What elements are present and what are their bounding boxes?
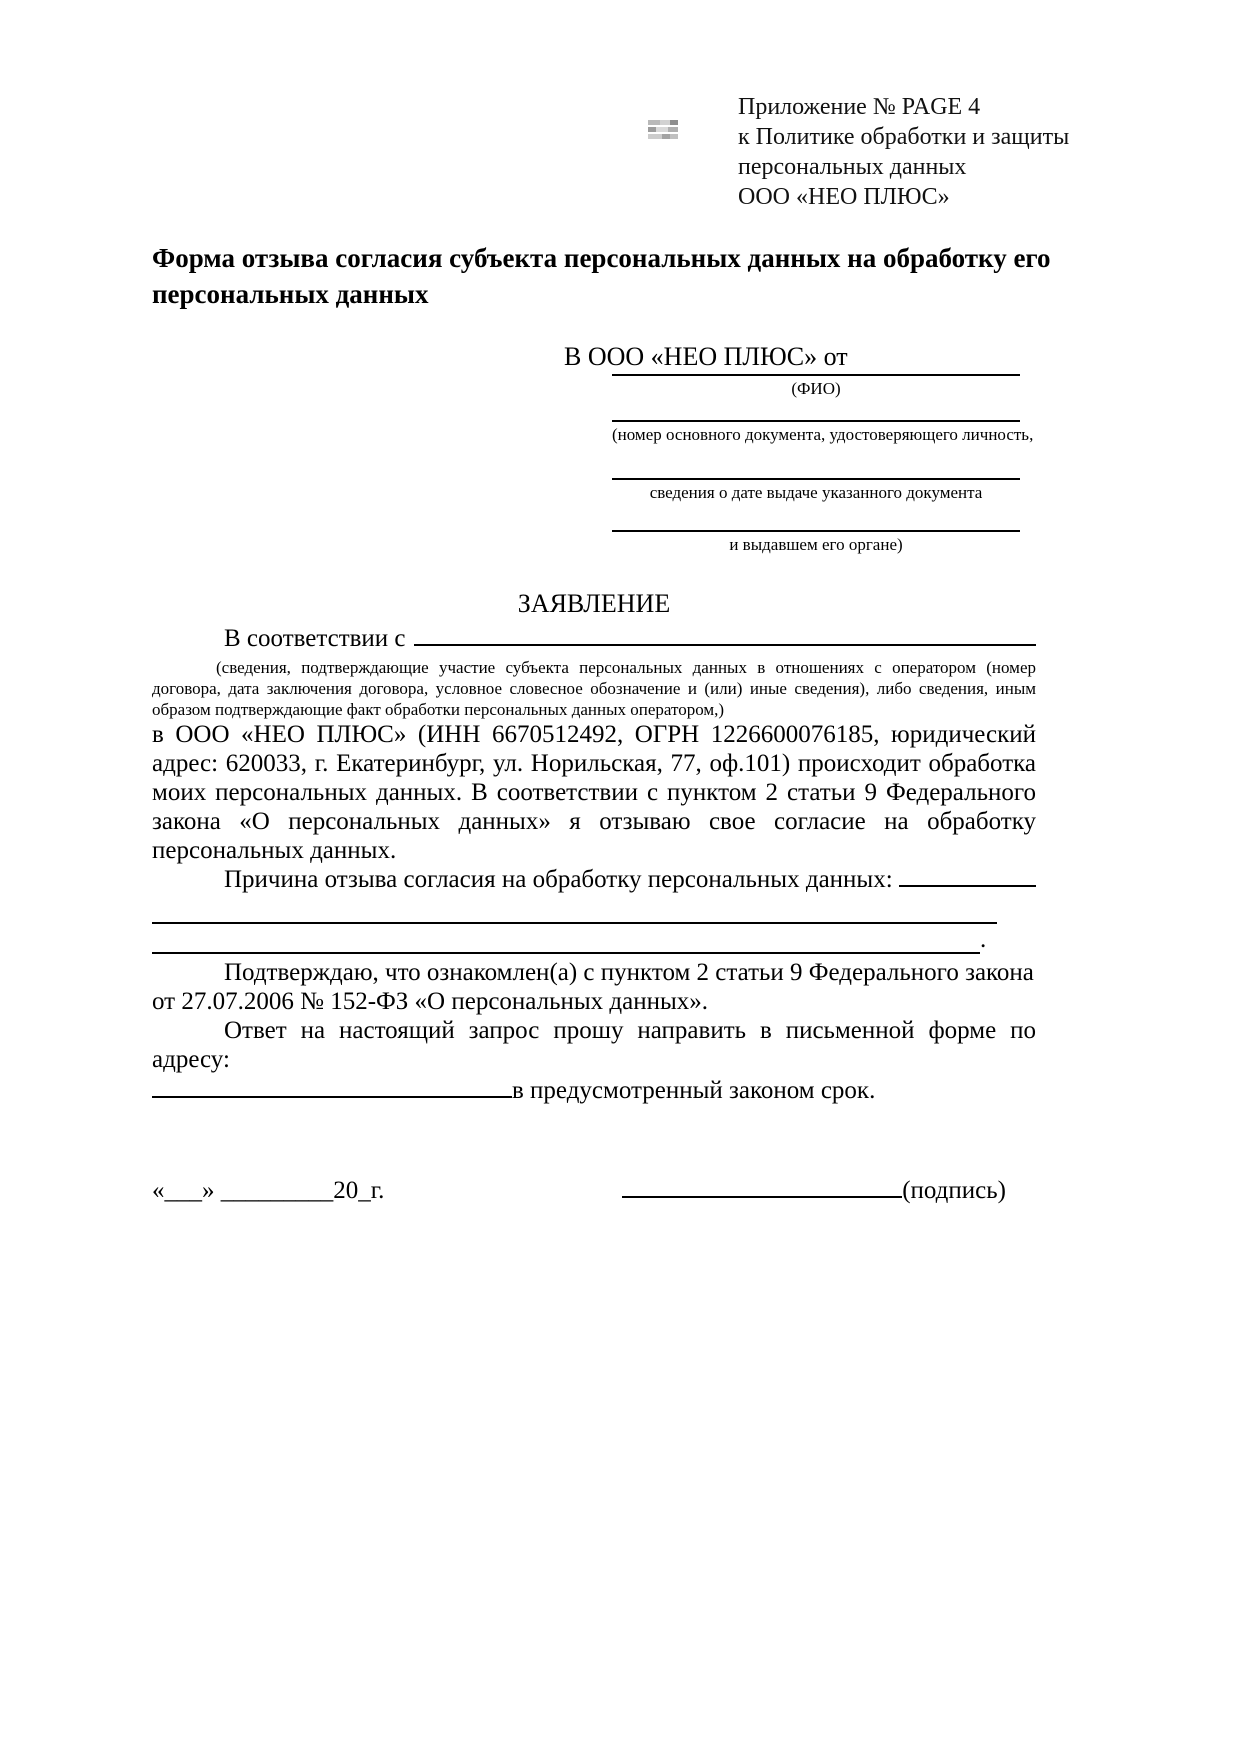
intro-blank-line: [414, 624, 1036, 646]
issuing-authority-caption: и выдавшем его органе): [729, 535, 903, 554]
issuing-authority-blank-line: [612, 528, 1020, 532]
document-number-caption: (номер основного документа, удостоверяющего личность,: [612, 425, 1034, 444]
reply-request-prefix: Ответ на настоящий запрос прошу направить в письменной форме по адресу:: [152, 1017, 1036, 1073]
field-document-number: [612, 418, 1034, 446]
signature-group: [622, 1174, 1006, 1206]
field-issue-date: [612, 476, 1020, 504]
issue-date-caption: сведения о дате выдаче указанного документа: [649, 483, 983, 502]
intro-line: [152, 624, 1036, 654]
reason-blank-line: [899, 865, 1036, 887]
issue-date-blank-line: [612, 476, 1020, 480]
header-line-appendix: Приложение № PAGE 4: [738, 94, 981, 120]
reply-address-blank-line: [152, 1074, 512, 1098]
reply-address-line: [152, 1074, 1036, 1106]
signature-blank-line: [622, 1174, 902, 1198]
fio-caption: (ФИО): [791, 379, 841, 398]
intro-prefix: В соответствии с: [224, 625, 406, 652]
reason-blank-line-1: [152, 896, 997, 924]
blank-line-terminator: .: [980, 926, 987, 953]
reason-label: Причина отзыва согласия на обработку персональных данных:: [224, 866, 893, 893]
fio-blank-line: [612, 372, 1020, 376]
header-line-personal-data: персональных данных: [738, 154, 967, 180]
intro-footnote: (сведения, подтверждающие участие субъекта персональных данных в отношениях с оператором (номер договора, дата заключения договора, условное словесное обозначение и (или) иные сведения), либо сведения, иным образом подтверждающие факт обработки персональных данных оператором,): [152, 658, 1036, 719]
header-line-policy: к Политике обработки и защиты: [738, 124, 1070, 150]
date-signature-row: [152, 1174, 1036, 1206]
document-content: [152, 240, 1051, 1206]
header-line-company: ООО «НЕО ПЛЮС»: [738, 184, 950, 210]
addressee-to-line: В ООО «НЕО ПЛЮС» от: [564, 342, 848, 371]
reason-blank-line-2: [152, 926, 980, 954]
pixelated-text-icon: [648, 118, 682, 142]
reply-request-suffix: в предусмотренный законом срок.: [512, 1077, 876, 1104]
reason-blank-row-1: [152, 894, 1036, 924]
signature-caption: (подпись): [902, 1177, 1006, 1204]
statement-heading: ЗАЯВЛЕНИЕ: [517, 589, 671, 618]
reason-line: [152, 865, 1036, 894]
document-number-blank-line: [612, 418, 1020, 422]
reason-blank-row-2: [152, 924, 1036, 954]
statement-body: в ООО «НЕО ПЛЮС» (ИНН 6670512492, ОГРН 1226600076185, юридический адрес: 620033, г. Екатеринбург, ул. Норильская, 77, оф.101) происходит обработка моих персональных данных. В соответствии с пунктом 2 статьи 9 Федерального закона «О персональных данных» я отзываю свое согласие на обработку персональных данных.: [152, 721, 1036, 864]
field-fio: [612, 372, 1020, 400]
field-issuing-authority: [612, 528, 1020, 556]
form-title: Форма отзыва согласия субъекта персональных данных на обработку его персональных данных: [152, 243, 1051, 309]
header-annotation: [738, 92, 1069, 212]
addressee-block: [152, 342, 1036, 556]
confirmation-paragraph: Подтверждаю, что ознакомлен(а) с пунктом 2 статьи 9 Федерального закона от 27.07.2006 № 152-ФЗ «О персональных данных».: [152, 959, 1034, 1015]
date-line: «___» _________20_г.: [152, 1177, 385, 1204]
